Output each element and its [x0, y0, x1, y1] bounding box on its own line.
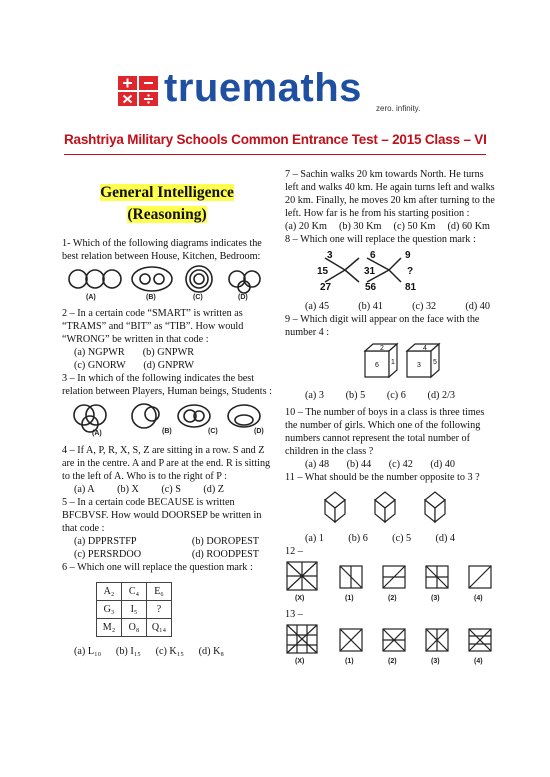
q9-option-d: (d) 2/3 — [427, 390, 455, 401]
q2-option-b: (b) GNPWR — [142, 347, 194, 358]
question-12: 12 – — [285, 546, 303, 557]
q4-option-d: (d) Z — [203, 484, 224, 495]
q8-n-9: 9 — [405, 250, 411, 261]
q5-option-c: (c) PERSRDOO — [74, 549, 142, 560]
brand-name: truemaths — [164, 66, 362, 110]
q6-option-b: (b) I₁₅ — [115, 646, 141, 657]
q1-label-c: (C) — [193, 294, 203, 301]
section-title: General Intelligence — [100, 184, 234, 201]
q9-cube2-front: 3 — [417, 362, 421, 369]
q1-label-a: (A) — [86, 294, 96, 301]
q9-cube2-side: 5 — [433, 359, 437, 366]
section-heading — [62, 183, 272, 227]
question-1: 1- Which of the following diagrams indicates the best relation between House, Kitchen, Bedroom: — [62, 238, 262, 262]
q6-option-a: (a) L₁₀ — [74, 646, 102, 657]
section-subtitle: (Reasoning) — [127, 206, 207, 223]
q9-options — [285, 389, 455, 402]
q11-option-c: (c) 5 — [392, 533, 412, 544]
q5-options — [62, 535, 259, 548]
q1-label-b: (B) — [146, 294, 156, 301]
q7-option-d: (d) 60 Km — [447, 221, 490, 232]
q6-options — [62, 645, 224, 658]
question-5: 5 – In a certain code BECAUSE is written BFCBVSF. How would DOORSEP be written in that code : — [62, 497, 262, 534]
question-8: 8 – Which one will replace the question mark : — [285, 234, 476, 245]
page-title: Rashtriya Military Schools Common Entrance Test – 2015 Class – VI — [64, 132, 487, 147]
q1-venn-figures — [62, 265, 272, 301]
q2-options — [62, 346, 194, 359]
question-3: 3 – In which of the following indicates the best relation between Players, Human beings, Students : — [62, 373, 272, 397]
q9-cube2-top: 4 — [423, 345, 427, 352]
q3-label-b: (B) — [162, 428, 172, 435]
question-2: 2 – In a certain code “SMART” is written as “TRAMS” and “BIT” as “TIB”. How would “WRONG” be written in that code : — [62, 308, 244, 345]
q8-n-q: ? — [407, 266, 414, 277]
question-7: 7 – Sachin walks 20 km towards North. He turns left and walks 40 km. He again turns left and walks 20 km. Finally, he moves 20 km after turning to the left. How far is he from his starting position : — [285, 169, 495, 219]
q8-option-d: (d) 40 — [465, 301, 490, 312]
q9-option-b: (b) 5 — [345, 390, 366, 401]
q6-letter-grid: A₂ C₄ E₆ G₃ I₅ ? M₂ O₈ Q₁₄ — [96, 582, 172, 637]
q7-option-b: (b) 30 Km — [338, 221, 382, 232]
q8-options — [285, 300, 490, 313]
q4-option-c: (c) S — [161, 484, 181, 495]
q8-number-puzzle — [285, 248, 495, 294]
brand-logo — [118, 66, 448, 115]
q11-option-a: (a) 1 — [305, 533, 324, 544]
q4-options — [62, 483, 224, 496]
q6-option-c: (c) K₁₅ — [155, 646, 184, 657]
q8-option-a: (a) 45 — [305, 301, 330, 312]
q5-options-2 — [62, 548, 259, 561]
q9-cube1-front: 6 — [375, 362, 379, 369]
question-10: 10 – The number of boys in a class is three times the number of girls. Which one of the following numbers cannot represent the total number of children in the class ? — [285, 407, 485, 457]
q5-option-d: (d) ROODPEST — [191, 549, 259, 560]
q8-n-27: 27 — [320, 282, 332, 293]
q3-venn-figures — [62, 400, 272, 438]
question-9: 9 – Which digit will appear on the face with the number 4 : — [285, 314, 480, 338]
q3-label-c: (C) — [208, 428, 218, 435]
q12-label-2: (2) — [388, 595, 397, 602]
q8-n-56: 56 — [365, 282, 377, 293]
q11-options — [285, 532, 455, 545]
left-column — [62, 183, 272, 658]
question-13: 13 – — [285, 609, 303, 620]
q10-option-d: (d) 40 — [430, 459, 455, 470]
q12-figure-series — [285, 560, 495, 602]
q11-dice-figure — [285, 486, 495, 526]
q8-n-3: 3 — [327, 250, 333, 261]
q13-label-2: (2) — [388, 658, 397, 665]
q8-n-6: 6 — [370, 250, 376, 261]
q8-n-15: 15 — [317, 266, 329, 277]
title-divider — [64, 154, 486, 155]
q12-label-1: (1) — [345, 595, 354, 602]
q11-option-b: (b) 6 — [348, 533, 368, 544]
q4-option-b: (b) X — [117, 484, 139, 495]
right-column — [285, 168, 495, 671]
q9-option-a: (a) 3 — [305, 390, 324, 401]
question-4: 4 – If A, P, R, X, S, Z are sitting in a row. S and Z are in the centre. A and P are at the end. R is sitting to the left of A. Who is to the right of P : — [62, 445, 271, 482]
q13-label-3: (3) — [431, 658, 440, 665]
q8-n-81: 81 — [405, 282, 417, 293]
q2-option-c: (c) GNORW — [74, 360, 126, 371]
q7-option-a: (a) 20 Km — [285, 221, 327, 232]
q8-n-31: 31 — [364, 266, 376, 277]
q8-option-b: (b) 41 — [358, 301, 383, 312]
q13-label-1: (1) — [345, 658, 354, 665]
q4-option-a: (a) A — [74, 484, 95, 495]
q5-option-a: (a) DPPRSTFP — [74, 536, 137, 547]
question-11: 11 – What should be the number opposite to 3 ? — [285, 472, 480, 483]
q2-option-a: (a) NGPWR — [74, 347, 125, 358]
q12-label-4: (4) — [474, 595, 483, 602]
q1-label-d: (D) — [238, 294, 248, 301]
q9-cube1-top: 2 — [380, 345, 384, 352]
q8-option-c: (c) 32 — [412, 301, 437, 312]
q13-label-x: (X) — [295, 658, 305, 665]
q5-option-b: (b) DOROPEST — [191, 536, 259, 547]
q9-cube1-side: 1 — [391, 359, 395, 366]
q7-options — [285, 220, 490, 233]
q12-label-x: (X) — [295, 595, 305, 602]
q2-option-d: (d) GNPRW — [143, 360, 194, 371]
q10-option-c: (c) 42 — [388, 459, 413, 470]
math-operators-icon — [118, 76, 158, 106]
q6-option-d: (d) K₈ — [198, 646, 224, 657]
q13-figure-series — [285, 623, 495, 665]
q9-dice-figure — [285, 341, 495, 383]
q10-option-b: (b) 44 — [346, 459, 372, 470]
q13-label-4: (4) — [474, 658, 483, 665]
q9-option-c: (c) 6 — [386, 390, 406, 401]
q2-options-2 — [62, 359, 194, 372]
q11-option-d: (d) 4 — [435, 533, 455, 544]
q12-label-3: (3) — [431, 595, 440, 602]
q7-option-c: (c) 50 Km — [393, 221, 436, 232]
q3-label-d: (D) — [254, 428, 264, 435]
question-6: 6 – Which one will replace the question mark : — [62, 562, 253, 573]
q3-label-a: (A) — [92, 430, 102, 437]
q10-option-a: (a) 48 — [305, 459, 330, 470]
q10-options — [285, 458, 455, 471]
brand-tagline: zero. infinity. — [376, 104, 421, 113]
